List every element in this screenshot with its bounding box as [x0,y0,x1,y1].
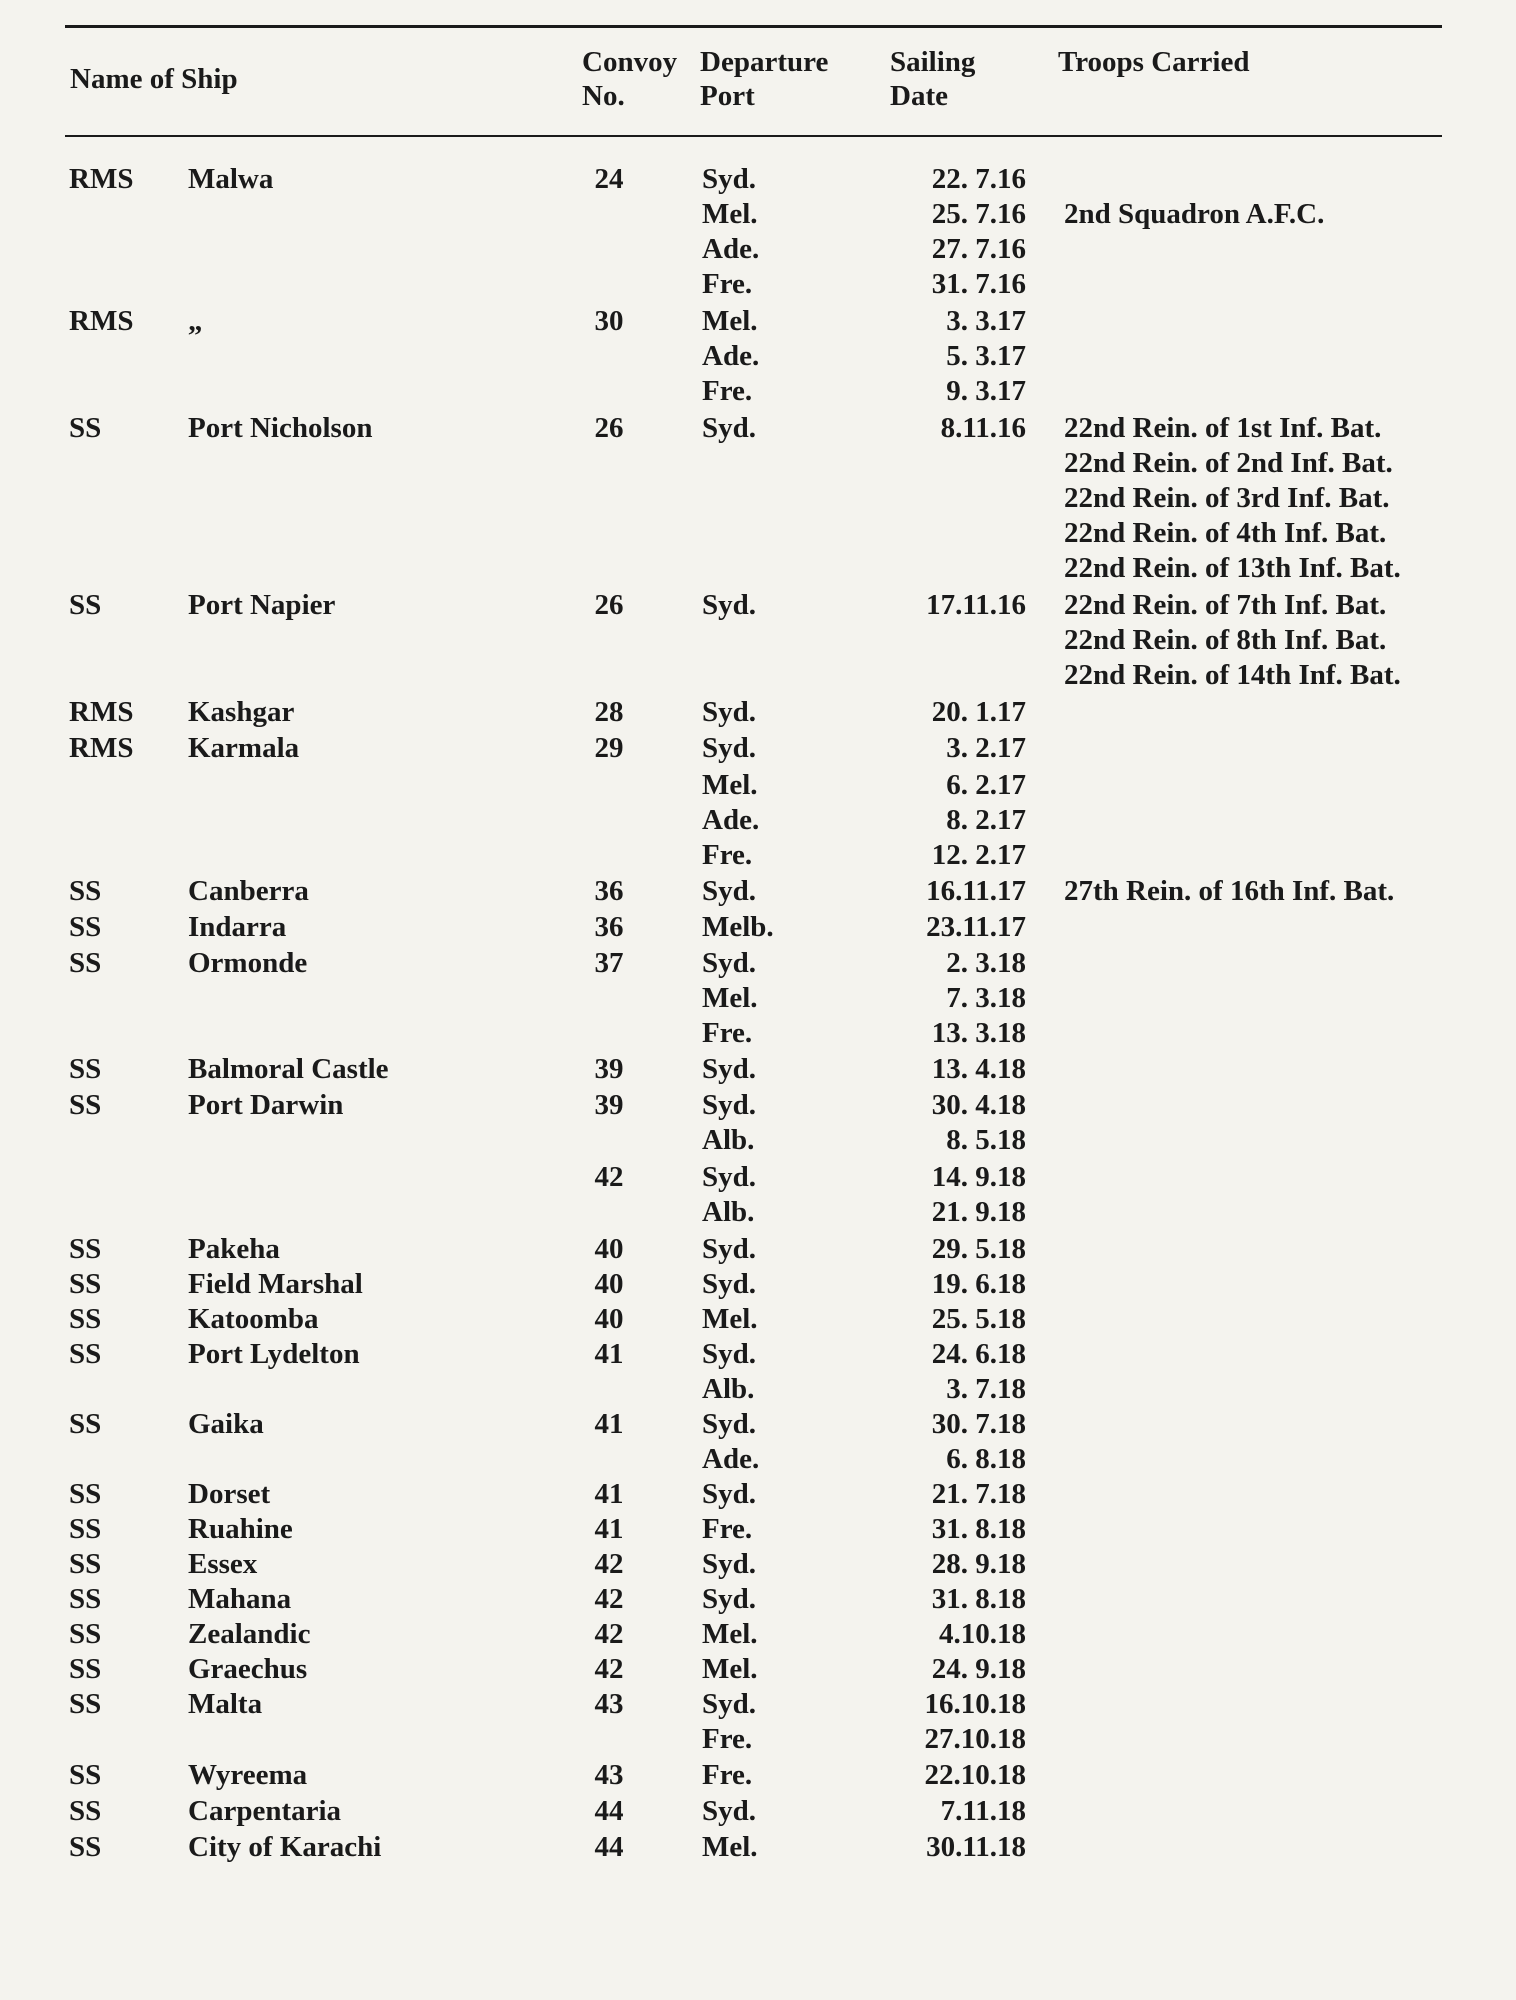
cell-date: 12. 2.17 [931,839,1026,871]
cell-port: Mel. [702,1618,758,1650]
cell-troops: 27th Rein. of 16th Inf. Bat. [1064,875,1395,907]
cell-date: 25. 5.18 [931,1303,1026,1335]
cell-date: 21. 7.18 [931,1478,1026,1510]
cell-prefix: SS [69,1759,102,1791]
cell-port: Syd. [702,1161,757,1193]
cell-prefix: SS [69,589,102,621]
cell-prefix: RMS [69,305,134,337]
cell-port: Alb. [702,1196,755,1228]
cell-port: Syd. [702,1268,757,1300]
cell-port: Fre. [702,375,753,407]
cell-ship: Port Lydelton [188,1338,360,1370]
cell-troops: 22nd Rein. of 3rd Inf. Bat. [1064,482,1390,514]
cell-troops: 22nd Rein. of 14th Inf. Bat. [1064,659,1401,691]
cell-port: Mel. [702,1303,758,1335]
cell-convoy: 30 [594,305,624,337]
cell-ship: Wyreema [188,1759,308,1791]
table-row [0,1302,1516,1336]
cell-prefix: SS [69,1583,102,1615]
cell-date: 23.11.17 [926,911,1026,943]
cell-convoy: 39 [594,1053,624,1085]
table-row [0,516,1516,550]
header-convoy-line1: Convoy [582,46,678,78]
cell-prefix: SS [69,1795,102,1827]
cell-date: 31. 8.18 [931,1583,1026,1615]
cell-port: Fre. [702,268,753,300]
table-row [0,658,1516,692]
cell-date: 8. 2.17 [946,804,1026,836]
cell-convoy: 42 [594,1653,624,1685]
cell-troops: 22nd Rein. of 7th Inf. Bat. [1064,589,1387,621]
cell-prefix: SS [69,1053,102,1085]
cell-date: 28. 9.18 [931,1548,1026,1580]
header-sailing-line1: Sailing [890,46,976,78]
table-row [0,1722,1516,1756]
cell-prefix: SS [69,1303,102,1335]
table-row [0,162,1516,196]
cell-convoy: 42 [594,1548,624,1580]
cell-date: 31. 8.18 [931,1513,1026,1545]
cell-date: 13. 4.18 [931,1053,1026,1085]
cell-port: Mel. [702,305,758,337]
cell-date: 24. 9.18 [931,1653,1026,1685]
table-row [0,1195,1516,1229]
cell-ship: Ruahine [188,1513,293,1545]
cell-ship: Carpentaria [188,1795,342,1827]
cell-date: 22.10.18 [924,1759,1026,1791]
table-row [0,1582,1516,1616]
table-row [0,695,1516,729]
cell-port: Alb. [702,1373,755,1405]
cell-ship: Port Darwin [188,1089,344,1121]
cell-date: 21. 9.18 [931,1196,1026,1228]
cell-ship: Balmoral Castle [188,1053,389,1085]
table-row [0,1477,1516,1511]
cell-prefix: SS [69,1831,102,1863]
cell-date: 30. 4.18 [931,1089,1026,1121]
cell-port: Mel. [702,1653,758,1685]
table-row [0,197,1516,231]
cell-port: Syd. [702,1089,757,1121]
cell-convoy: 40 [594,1268,624,1300]
cell-date: 27.10.18 [924,1723,1026,1755]
table-row [0,731,1516,765]
table-row [0,981,1516,1015]
cell-port: Ade. [702,233,760,265]
cell-convoy: 41 [594,1478,624,1510]
cell-prefix: SS [69,875,102,907]
cell-convoy: 41 [594,1513,624,1545]
cell-date: 3. 7.18 [946,1373,1026,1405]
cell-prefix: RMS [69,696,134,728]
cell-prefix: SS [69,947,102,979]
table-row [0,874,1516,908]
cell-date: 14. 9.18 [931,1161,1026,1193]
cell-troops: 22nd Rein. of 13th Inf. Bat. [1064,552,1401,584]
cell-prefix: SS [69,911,102,943]
cell-date: 5. 3.17 [946,340,1026,372]
cell-ship: Canberra [188,875,309,907]
cell-prefix: SS [69,1653,102,1685]
header-convoy-line2: No. [582,80,625,112]
table-row [0,1442,1516,1476]
cell-port: Syd. [702,1478,757,1510]
cell-date: 29. 5.18 [931,1233,1026,1265]
table-row [0,551,1516,585]
cell-convoy: 42 [594,1161,624,1193]
cell-date: 22. 7.16 [931,163,1026,195]
table-row [0,1830,1516,1864]
table-row [0,803,1516,837]
cell-troops: 2nd Squadron A.F.C. [1064,198,1325,230]
cell-prefix: RMS [69,732,134,764]
table-row [0,1407,1516,1441]
cell-date: 24. 6.18 [931,1338,1026,1370]
cell-ship: Gaika [188,1408,264,1440]
cell-convoy: 44 [594,1795,624,1827]
cell-date: 16.10.18 [924,1688,1026,1720]
cell-port: Syd. [702,947,757,979]
cell-convoy: 26 [594,589,624,621]
cell-date: 27. 7.16 [931,233,1026,265]
header-sailing-line2: Date [890,80,948,112]
cell-port: Syd. [702,1408,757,1440]
cell-convoy: 26 [594,412,624,444]
table-row [0,1016,1516,1050]
cell-ship: Ormonde [188,947,308,979]
cell-convoy: 24 [594,163,624,195]
cell-date: 30. 7.18 [931,1408,1026,1440]
cell-port: Syd. [702,1583,757,1615]
cell-date: 3. 2.17 [946,732,1026,764]
cell-port: Syd. [702,412,757,444]
cell-convoy: 36 [594,911,624,943]
cell-port: Syd. [702,875,757,907]
cell-date: 6. 2.17 [946,769,1026,801]
cell-port: Ade. [702,340,760,372]
table-row [0,1794,1516,1828]
header-departure-line2: Port [700,80,755,112]
cell-convoy: 43 [594,1688,624,1720]
cell-convoy: 37 [594,947,624,979]
cell-date: 9. 3.17 [946,375,1026,407]
cell-convoy: 39 [594,1089,624,1121]
cell-port: Syd. [702,1688,757,1720]
cell-convoy: 40 [594,1233,624,1265]
table-row [0,1687,1516,1721]
table-row [0,768,1516,802]
cell-port: Syd. [702,589,757,621]
cell-date: 7.11.18 [940,1795,1026,1827]
cell-ship: Katoomba [188,1303,319,1335]
table-row [0,1123,1516,1157]
cell-prefix: SS [69,412,102,444]
cell-troops: 22nd Rein. of 1st Inf. Bat. [1064,412,1382,444]
table-row [0,232,1516,266]
cell-convoy: 41 [594,1408,624,1440]
cell-date: 13. 3.18 [931,1017,1026,1049]
table-row [0,1512,1516,1546]
table-row [0,446,1516,480]
cell-date: 8. 5.18 [946,1124,1026,1156]
cell-date: 4.10.18 [939,1618,1026,1650]
cell-prefix: SS [69,1513,102,1545]
cell-ship: Malwa [188,163,274,195]
cell-port: Mel. [702,982,758,1014]
cell-date: 3. 3.17 [946,305,1026,337]
table-row [0,304,1516,338]
cell-troops: 22nd Rein. of 2nd Inf. Bat. [1064,447,1393,479]
table-row [0,411,1516,445]
cell-date: 6. 8.18 [946,1443,1026,1475]
cell-ship: Graechus [188,1653,308,1685]
cell-ship: Port Nicholson [188,412,373,444]
table-row [0,1052,1516,1086]
cell-port: Ade. [702,1443,760,1475]
cell-prefix: SS [69,1338,102,1370]
cell-port: Fre. [702,1723,753,1755]
cell-port: Melb. [702,911,774,943]
cell-port: Ade. [702,804,760,836]
cell-port: Mel. [702,198,758,230]
table-row [0,1088,1516,1122]
cell-port: Syd. [702,1338,757,1370]
table-row [0,1547,1516,1581]
table-row [0,1232,1516,1266]
cell-ship: Port Napier [188,589,336,621]
cell-port: Syd. [702,1053,757,1085]
cell-date: 31. 7.16 [931,268,1026,300]
cell-convoy: 42 [594,1583,624,1615]
cell-convoy: 40 [594,1303,624,1335]
cell-date: 25. 7.16 [931,198,1026,230]
cell-port: Mel. [702,1831,758,1863]
table-row [0,946,1516,980]
cell-port: Syd. [702,696,757,728]
cell-date: 7. 3.18 [946,982,1026,1014]
cell-ship: Pakeha [188,1233,280,1265]
header-troops-label: Troops Carried [1058,46,1250,78]
cell-prefix: SS [69,1478,102,1510]
header-departure-line1: Departure [700,46,829,78]
cell-ship: Dorset [188,1478,271,1510]
cell-ship: Kashgar [188,696,295,728]
table-row [0,481,1516,515]
cell-prefix: SS [69,1688,102,1720]
cell-date: 30.11.18 [926,1831,1026,1863]
cell-port: Syd. [702,1548,757,1580]
cell-port: Syd. [702,163,757,195]
cell-date: 17.11.16 [926,589,1026,621]
header-name-label: Name of Ship [70,63,238,95]
cell-date: 2. 3.18 [946,947,1026,979]
cell-ship: Indarra [188,911,287,943]
cell-port: Fre. [702,1513,753,1545]
cell-port: Syd. [702,1233,757,1265]
table-row [0,1617,1516,1651]
table-row [0,623,1516,657]
cell-date: 19. 6.18 [931,1268,1026,1300]
cell-prefix: SS [69,1618,102,1650]
cell-prefix: RMS [69,163,134,195]
cell-port: Mel. [702,769,758,801]
cell-convoy: 36 [594,875,624,907]
cell-port: Fre. [702,839,753,871]
cell-port: Syd. [702,732,757,764]
cell-ship: Karmala [188,732,300,764]
cell-port: Alb. [702,1124,755,1156]
table-row [0,1337,1516,1371]
cell-port: Fre. [702,1017,753,1049]
cell-prefix: SS [69,1089,102,1121]
cell-convoy: 42 [594,1618,624,1650]
table-row [0,1267,1516,1301]
table-row [0,910,1516,944]
cell-troops: 22nd Rein. of 8th Inf. Bat. [1064,624,1387,656]
cell-port: Fre. [702,1759,753,1791]
cell-prefix: SS [69,1548,102,1580]
cell-ship: „ [188,305,203,337]
table-row [0,339,1516,373]
cell-convoy: 44 [594,1831,624,1863]
table-row [0,1652,1516,1686]
cell-prefix: SS [69,1268,102,1300]
cell-date: 8.11.16 [940,412,1026,444]
table-row [0,374,1516,408]
table-row [0,588,1516,622]
cell-prefix: SS [69,1233,102,1265]
cell-port: Syd. [702,1795,757,1827]
cell-date: 16.11.17 [926,875,1026,907]
table-row [0,267,1516,301]
cell-ship: Field Marshal [188,1268,363,1300]
cell-date: 20. 1.17 [931,696,1026,728]
cell-convoy: 28 [594,696,624,728]
cell-ship: Malta [188,1688,263,1720]
cell-ship: Essex [188,1548,258,1580]
cell-ship: City of Karachi [188,1831,382,1863]
table-row [0,838,1516,872]
cell-convoy: 29 [594,732,624,764]
table-row [0,1160,1516,1194]
cell-troops: 22nd Rein. of 4th Inf. Bat. [1064,517,1387,549]
cell-prefix: SS [69,1408,102,1440]
table-row [0,1758,1516,1792]
cell-convoy: 41 [594,1338,624,1370]
cell-convoy: 43 [594,1759,624,1791]
table-row [0,1372,1516,1406]
cell-ship: Mahana [188,1583,292,1615]
cell-ship: Zealandic [188,1618,311,1650]
